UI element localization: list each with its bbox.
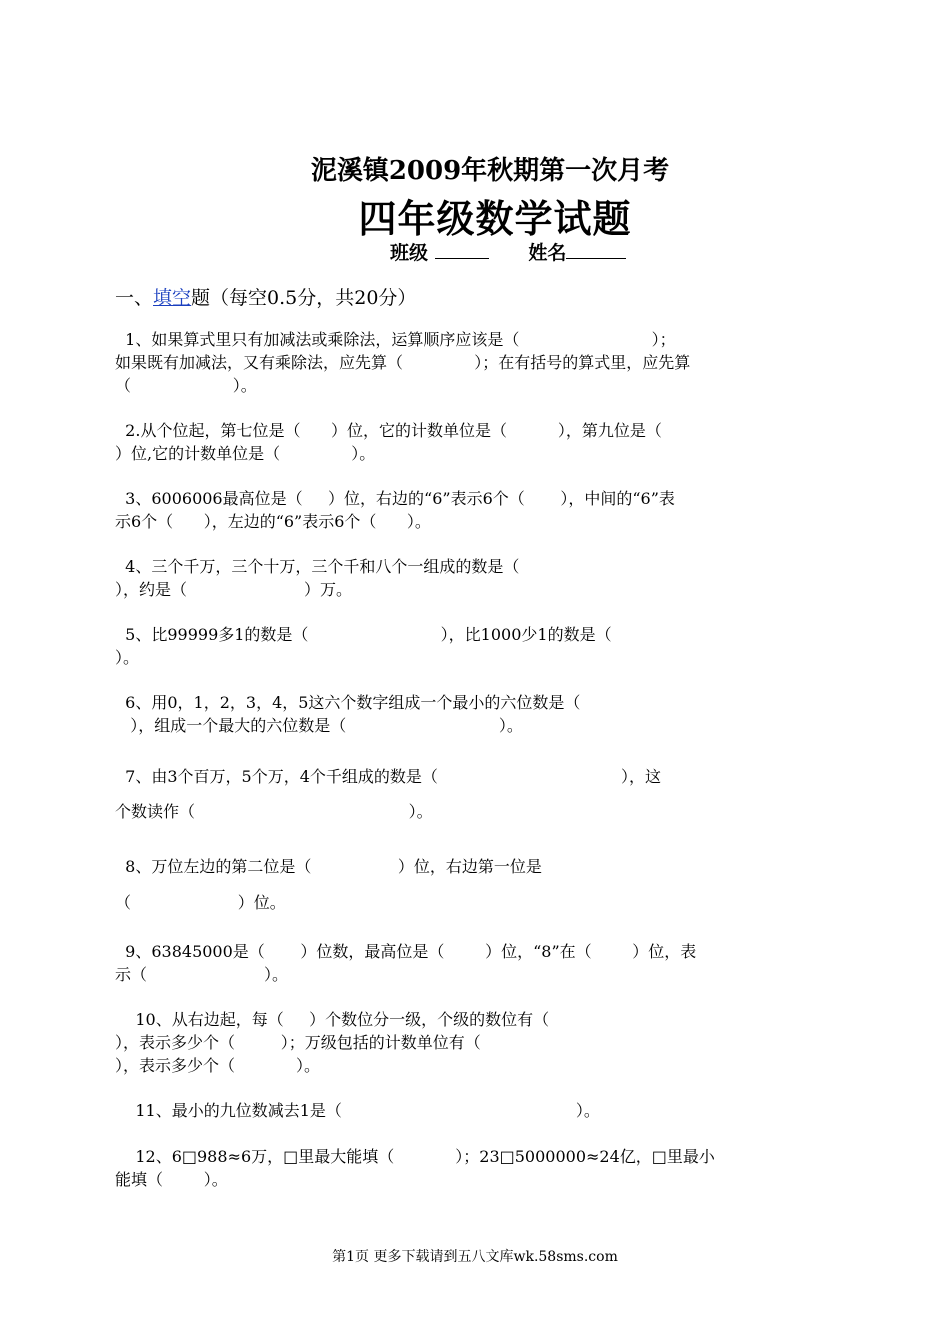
question-line: 如果既有加减法，又有乘除法，应先算（ ）；在有括号的算式里，应先算 [115, 353, 691, 372]
question-line: ），组成一个最大的六位数是（ ）。 [115, 716, 523, 735]
question-line: 10、从右边起，每（ ）个数位分一级，个级的数位有（ [115, 1010, 550, 1029]
question-8 [115, 849, 837, 921]
question-line: 1、如果算式里只有加减法或乘除法，运算顺序应该是（ ）； [115, 330, 676, 349]
question-line: ）位,它的计数单位是（ ）。 [115, 444, 376, 463]
question-3 [115, 487, 837, 533]
name-label: 姓名 [528, 242, 567, 264]
question-line: 9、63845000是（ ）位数，最高位是（ ）位，“8”在（ ）位，表 [115, 942, 697, 961]
question-10 [115, 1008, 837, 1077]
question-line: 7、由3个百万，5个万，4个千组成的数是（ ），这 [115, 767, 661, 786]
question-line: 5、比99999多1的数是（ ），比1000少1的数是（ [115, 625, 612, 644]
question-line: 示（ ）。 [115, 965, 288, 984]
exam-title-line2: 四年级数学试题 [358, 196, 632, 241]
question-6 [115, 691, 837, 737]
question-1 [115, 328, 837, 397]
question-line: ），表示多少个（ ）。 [115, 1056, 321, 1075]
student-info [390, 238, 626, 265]
question-4 [115, 555, 837, 601]
question-line: ），约是（ ）万。 [115, 580, 352, 599]
exam-title-line1: 泥溪镇2009年秋期第一次月考 [310, 156, 670, 186]
section-link[interactable]: 填空 [153, 287, 192, 309]
question-line: ），表示多少个（ ）；万级包括的计数单位有（ [115, 1033, 481, 1052]
class-blank [435, 244, 489, 259]
section-heading [115, 283, 416, 310]
class-label: 班级 [390, 242, 429, 264]
question-line: 11、最小的九位数减去1是（ ）。 [115, 1101, 600, 1120]
question-line: 6、用0，1，2，3，4，5这六个数字组成一个最小的六位数是（ [115, 693, 581, 712]
question-line: 个数读作（ ）。 [115, 802, 433, 821]
section-prefix: 一、 [115, 287, 154, 309]
question-line: 能填（ ）。 [115, 1170, 228, 1189]
question-line: 8、万位左边的第二位是（ ）位，右边第一位是 [115, 857, 542, 876]
question-line: 示6个（ ），左边的“6”表示6个（ ）。 [115, 512, 431, 531]
question-line: 12、6□988≈6万，□里最大能填（ ）；23□5000000≈24亿，□里最小 [115, 1147, 715, 1166]
question-line: 3、6006006最高位是（ ）位，右边的“6”表示6个（ ），中间的“6”表 [115, 489, 675, 508]
question-2 [115, 419, 837, 465]
name-blank [566, 244, 626, 259]
question-line: 2.从个位起，第七位是（ ）位，它的计数单位是（ ），第九位是（ [115, 421, 662, 440]
section-suffix: 题（每空0.5分，共20分） [191, 287, 417, 309]
question-line: ）。 [115, 648, 140, 667]
question-7 [115, 759, 837, 829]
page-footer: 第1页 更多下载请到五八文库wk.58sms.com [332, 1249, 618, 1265]
question-11 [115, 1099, 837, 1122]
question-12 [115, 1145, 837, 1191]
question-9 [115, 940, 837, 986]
question-line: （ ）位。 [115, 893, 286, 912]
question-line: （ ）。 [115, 376, 257, 395]
question-5 [115, 623, 837, 669]
question-line: 4、三个千万，三个十万，三个千和八个一组成的数是（ [115, 557, 520, 576]
